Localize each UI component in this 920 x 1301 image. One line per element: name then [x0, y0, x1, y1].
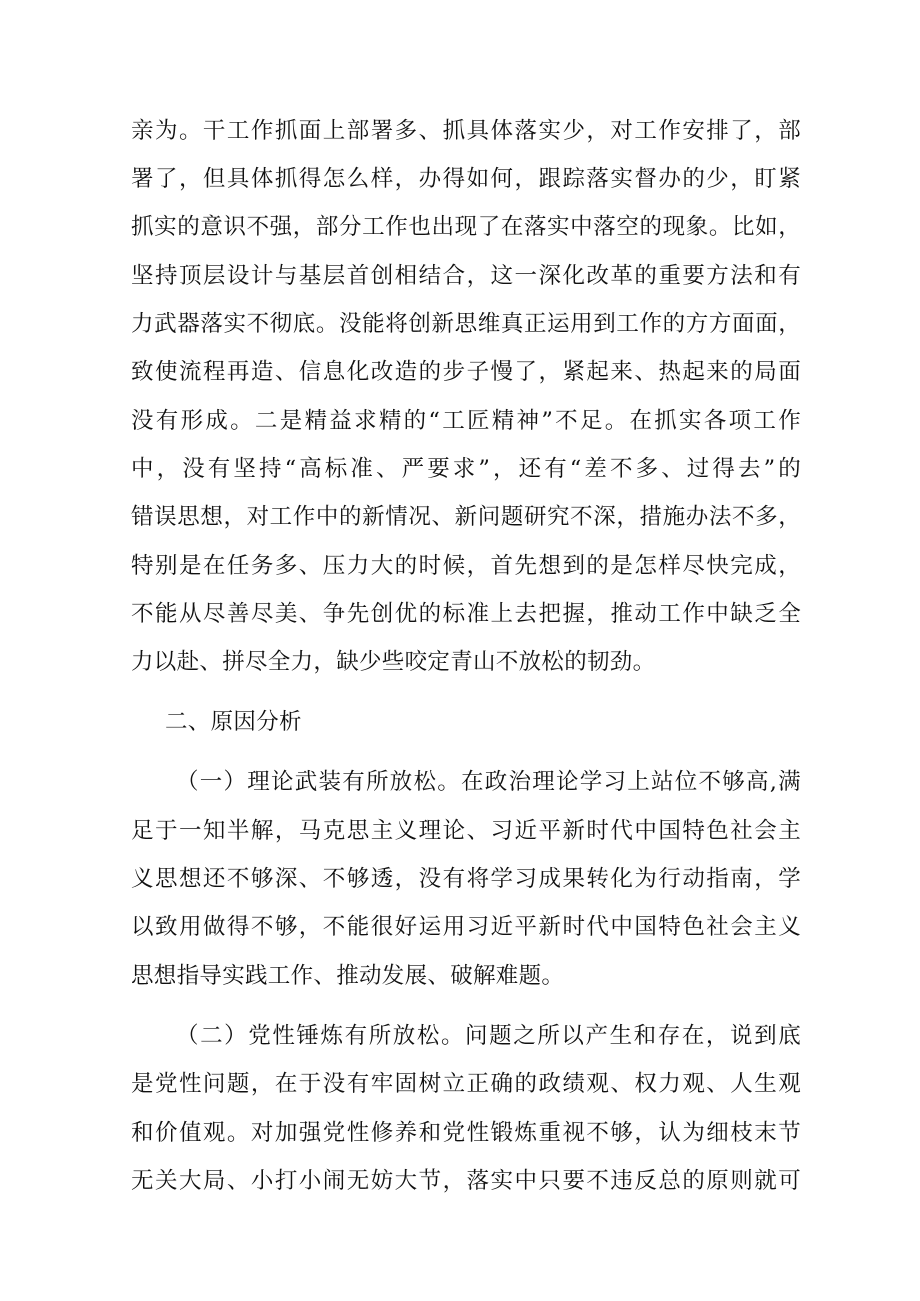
paragraph-line: 和价值观。对加强党性修养和党性锻炼重视不够，认为细枝末节: [131, 1120, 801, 1146]
paragraph-line: 署了，但具体抓得怎么样，办得如何，跟踪落实督办的少，盯紧: [131, 166, 801, 192]
paragraph-line: 坚持顶层设计与基层首创相结合，这一深化改革的重要方法和有: [131, 263, 801, 289]
paragraph-line: 力以赴、拼尽全力，缺少些咬定青山不放松的韧劲。: [131, 649, 656, 675]
paragraph-line: 以致用做得不够，不能很好运用习近平新时代中国特色社会主义: [131, 914, 801, 940]
paragraph-line: 足于一知半解，马克思主义理论、习近平新时代中国特色社会主: [131, 818, 801, 844]
paragraph-line: 思想指导实践工作、推动发展、破解难题。: [131, 963, 565, 989]
section-heading: 二、原因分析: [165, 709, 302, 735]
paragraph-line: （二）党性锤炼有所放松。问题之所以产生和存在，说到底: [176, 1023, 801, 1049]
paragraph-line: 致使流程再造、信息化改造的步子慢了，紧起来、热起来的局面: [131, 359, 801, 385]
paragraph-line: 错误思想，对工作中的新情况、新问题研究不深，措施办法不多，: [131, 504, 801, 530]
paragraph-line: 力武器落实不彻底。没能将创新思维真正运用到工作的方方面面，: [131, 311, 801, 337]
paragraph-line: 没有形成。二是精益求精的“工匠精神”不足。在抓实各项工作: [131, 408, 801, 434]
paragraph-line: 无关大局、小打小闹无妨大节，落实中只要不违反总的原则就可: [131, 1168, 801, 1194]
paragraph-line: 亲为。干工作抓面上部署多、抓具体落实少，对工作安排了，部: [131, 118, 801, 144]
paragraph-line: 不能从尽善尽美、争先创优的标准上去把握，推动工作中缺乏全: [131, 601, 801, 627]
paragraph-line: 义思想还不够深、不够透，没有将学习成果转化为行动指南，学: [131, 866, 801, 892]
paragraph-line: 中，没有坚持“高标准、严要求”，还有“差不多、过得去”的: [131, 456, 801, 482]
paragraph-line: 特别是在任务多、压力大的时候，首先想到的是怎样尽快完成，: [131, 553, 801, 579]
paragraph-line: 抓实的意识不强，部分工作也出现了在落实中落空的现象。比如，: [131, 214, 801, 240]
paragraph-line: 是党性问题，在于没有牢固树立正确的政绩观、权力观、人生观: [131, 1071, 801, 1097]
paragraph-line: （一）理论武装有所放松。在政治理论学习上站位不够高,满: [176, 769, 801, 795]
